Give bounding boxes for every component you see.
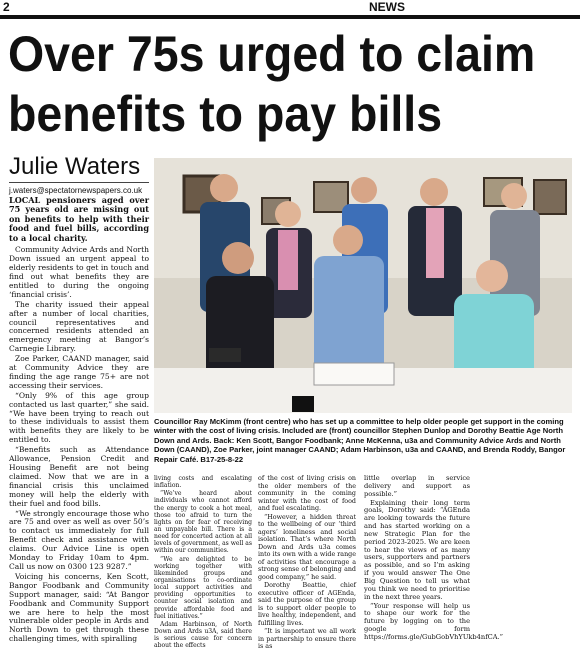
page-header xyxy=(0,0,580,18)
paragraph: “We’ve heard about individuals who cannot afford the energy to cook a hot meal, those too afraid to turn the lights on for fear of receiving an unpayable bill. There is a need for concerted action at all levels of government, as well as within our communities. xyxy=(154,490,252,555)
paragraph: “We strongly encourage those who are 75 and over as well as over 50’s to contact us immediately for full Benefit check and assistance with claims. Our Advice Line is open Monday to Friday 10am to 4pm. Call us now on 0300 123 9287.” xyxy=(9,508,149,571)
section-label: NEWS xyxy=(369,0,405,14)
group-photo-illustration xyxy=(154,158,572,413)
headline: Over 75s urged to claim benefits to pay bills xyxy=(8,26,536,142)
photo-caption: Councillor Ray McKimm (front centre) who has set up a committee to help older people get support in the coming winter with the cost of living crisis. Included are (front) councillor Stephen Dunlop and Dorothy Beattie Age North Down and Ards. Back: Ken Scott, Bangor Foodbank; Anne McKenna, u3a and Community Advice Ards and North Down (CAAND), Zoe Parker, joint manager CAAND; Adam Harbinson, u3a and CAAND, and Brenda Roddy, Bangor Repair Café. B17-25-8-22 xyxy=(154,417,566,464)
paragraph: “We are delighted to be working together with likeminded groups and organisations to co-ordinate local support activities and providing opportunities to counter social isolation and provide affordable food and fuel initiatives.” xyxy=(154,555,252,620)
paragraph: “Benefits such as Attendance Allowance, Pension Credit and Housing Benefit are not being claimed. Now that we are in a financial crisis this unclaimed money will help the elderly with their fuel and food bills. xyxy=(9,445,149,508)
paragraph: Voicing his concerns, Ken Scott, Bangor Foodbank and Community Support manager, said: “At Bangor Foodbank and Community Support we are here to help the most vulnerable older people in Ards and North Down to get through these challenging times, with spiralling xyxy=(9,571,149,644)
paragraph: Explaining their long term goals, Dorothy said: “AGEnda are looking towards the future and has started working on a new Strategic Plan for the period 2023-2025. We are keen to hear the views of as many users, supporters and partners as possible, and so I’m asking if you would answer The One Big Question to tell us what you think we need to prioritise in the next three years. xyxy=(364,498,470,601)
article-column-3 xyxy=(258,475,356,652)
paragraph: The charity issued their appeal after a number of local charities, council representatives and concerned residents attended an emergency meeting at Bangor’s Carnegie Library. xyxy=(9,299,149,354)
byline xyxy=(9,154,149,195)
page-number: 2 xyxy=(3,0,10,14)
byline-name: Julie Waters xyxy=(9,153,141,180)
article-column-2 xyxy=(154,475,252,650)
paragraph: Zoe Parker, CAAND manager, said at Community Advice they are finding the age range 75+ are not accessing their services. xyxy=(9,354,149,390)
article-column-4 xyxy=(364,474,504,643)
group-photo xyxy=(154,158,572,413)
paragraph: “Your response will help us to shape our work for the future by logging on to the google form https://forms.gle/GubGobVhYUkb4nfCA.” xyxy=(364,601,504,641)
paragraph: of the cost of living crisis on the older members of the community in the coming winter with the cost of food and fuel escalating. xyxy=(258,475,356,512)
paragraph: Adam Harbinson, of North Down and Ards u3A, said there is serious cause for concern about the effects xyxy=(154,620,252,650)
article-lede: LOCAL pensioners aged over 75 years old are missing out on benefits to help with their food and fuel bills, according to a local charity. xyxy=(9,195,149,243)
paragraph: “It is important we all work in partnership to ensure there is as xyxy=(258,628,356,650)
header-rule xyxy=(0,15,580,19)
byline-email[interactable]: j.waters@spectatornewspapers.co.uk xyxy=(9,182,149,195)
paragraph: “Only 9% of this age group contacted us last quarter,” she said. “We have been trying to reach out to these individuals to assist them with benefits they are likely to be entitled to. xyxy=(9,390,149,445)
paragraph: little overlap in service delivery and support as possible.” xyxy=(364,474,470,498)
article-column-1 xyxy=(9,196,149,645)
paragraph: Dorothy Beattie, chief executive officer of AGEnda, said the purpose of the group is to support older people to live healthy, independent, and fulfilling lives. xyxy=(258,582,356,627)
paragraph: Community Advice Ards and North Down issued an urgent appeal to elderly residents to get in touch and find out what benefits they are entitled to during the ongoing ‘financial crisis’. xyxy=(9,245,149,299)
paragraph: living costs and escalating inflation. xyxy=(154,475,252,490)
paragraph: “However, a hidden threat to the wellbeing of our ‘third agers’ loneliness and social isolation. That’s where North Down and Ards u3a comes into its own with a wide range of activities that encourage a strong sense of belonging and good company,” he said. xyxy=(258,513,356,581)
